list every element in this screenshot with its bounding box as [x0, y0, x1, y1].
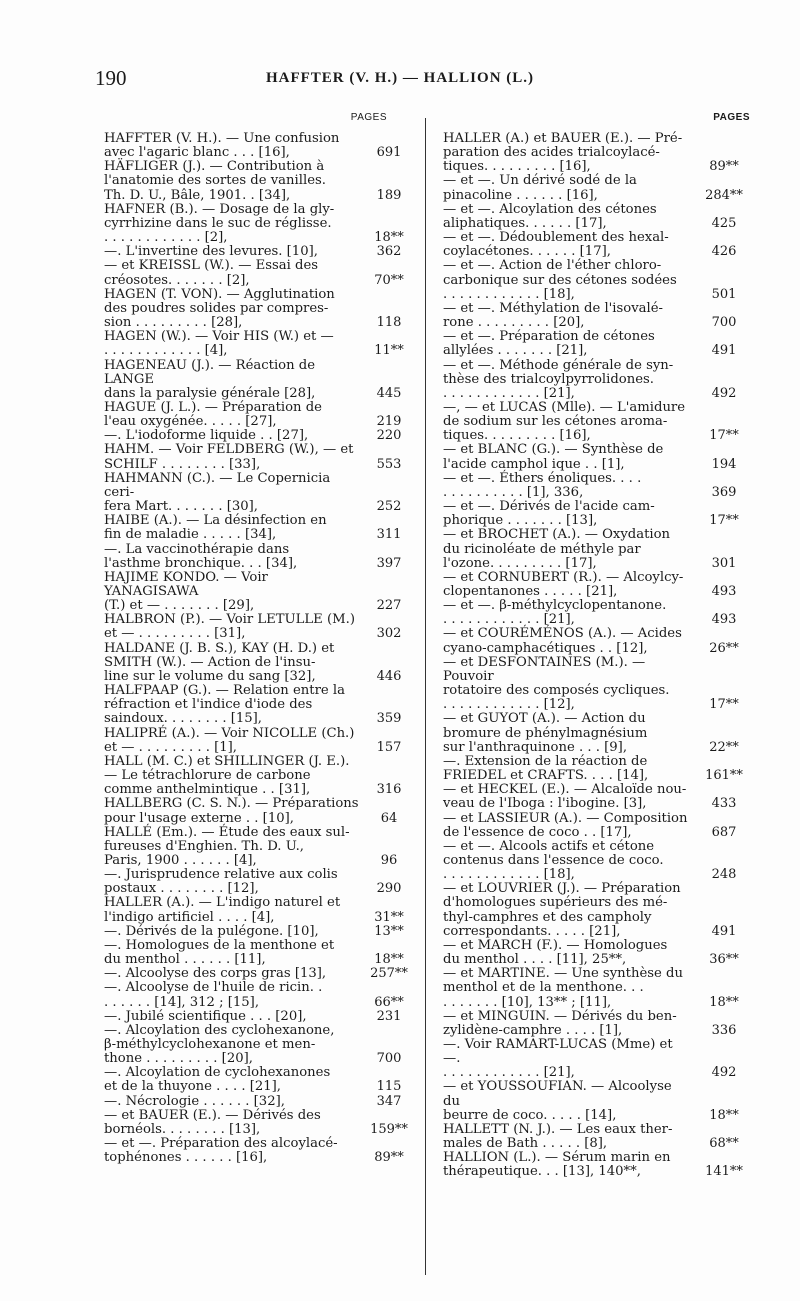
entry-page-ref: 492 [711, 385, 737, 401]
entry-text: — et GUYOT (A.). — Action du bromure de phénylmagnésium sur l'anthraquinone . . . [9], [443, 711, 648, 755]
entry-text: — et —. β-méthylcyclopentanone. . . . . . . . . . . . . [21], [443, 598, 667, 628]
index-entry [443, 1123, 750, 1151]
entry-page-ref: 189 [376, 187, 402, 203]
entry-page-ref: 219 [376, 414, 402, 430]
column-divider [425, 118, 426, 1275]
entry-page-ref: 17** [709, 697, 739, 713]
index-entry [104, 288, 409, 330]
entry-text: HAFFTER (V. H.). — Une confusion avec l'agaric blanc . . . [16], [104, 131, 340, 161]
entry-page-ref: 118 [376, 315, 402, 331]
entry-page-ref: 89** [709, 159, 739, 175]
entry-page-ref: 491 [711, 343, 737, 359]
index-entry [443, 755, 750, 783]
index-entry [104, 571, 409, 613]
index-entry [104, 755, 409, 797]
index-entry [104, 684, 409, 726]
entry-page-ref: 446 [376, 668, 402, 684]
entry-page-ref: 11** [374, 343, 404, 359]
entry-text: HAGENEAU (J.). — Réaction de LANGE dans la paralysie générale [28], [104, 357, 316, 401]
index-entry [443, 939, 750, 967]
entry-page-ref: 433 [711, 796, 737, 812]
index-entry [443, 528, 750, 570]
index-entry [104, 245, 409, 259]
entry-text: — et MINGUIN. — Dérivés du ben- zylidène-camphre . . . . [1], [443, 1008, 677, 1038]
entry-text: HALLÉ (Em.). — Étude des eaux sul- fureuses d'Enghien. Th. D. U., Paris, 1900 . . . . . . [4], [104, 824, 350, 868]
index-entry [104, 259, 409, 287]
entry-page-ref: 347 [376, 1093, 402, 1109]
entry-text: — et —. Méthode générale de syn- thèse des trialcoylpyrrolidones. . . . . . . . . . . . . [21], [443, 357, 674, 401]
entry-page-ref: 369 [711, 484, 737, 500]
entry-text: — et —. Alcools actifs et cétone contenus dans l'essence de coco. . . . . . . . . . . . . [18], [443, 838, 664, 883]
index-entry [104, 826, 409, 868]
index-entry [443, 500, 750, 528]
entry-text: HALLER (A.) et BAUER (E.). — Pré- paration des acides trialcoylacé- tiques. . . . . . . . . [16], [443, 131, 683, 175]
entry-text: —. Jubilé scientifique . . . [20], [104, 1008, 307, 1024]
entry-text: — et HECKEL (E.). — Alcaloïde nou- veau de l'Iboga : l'ibogine. [3], [443, 782, 687, 812]
entry-text: HÄFLIGER (J.). — Contribution à l'anatomie des sortes de vanilles. Th. D. U., Bâle, 1901. . [34], [104, 159, 326, 203]
entry-page-ref: 18** [374, 952, 404, 968]
entry-text: — et —. Dédoublement des hexal- coylacétones. . . . . . [17], [443, 230, 669, 260]
index-entry [104, 1109, 409, 1137]
entry-text: —. Jurisprudence relative aux colis postaux . . . . . . . . [12], [104, 867, 338, 897]
entry-text: — et BLANC (G.). — Synthèse de l'acide camphol ique . . [1], [443, 442, 664, 472]
index-entry [104, 359, 409, 401]
index-entry [104, 925, 409, 939]
entry-text: HALIPRÉ (A.). — Voir NICOLLE (Ch.) et — . . . . . . . . . [1], [104, 725, 355, 755]
entry-page-ref: 17** [709, 428, 739, 444]
entry-page-ref: 13** [374, 923, 404, 939]
entry-text: — et YOUSSOUFIAN. — Alcoolyse du beurre de coco. . . . . [14], [443, 1079, 672, 1123]
entry-page-ref: 68** [709, 1136, 739, 1152]
entry-text: — et LASSIEUR (A.). — Composition de l'essence de coco . . [17], [443, 810, 688, 840]
index-entry [104, 1066, 409, 1094]
entry-text: — et —. Un dérivé sodé de la pinacoline . . . . . . [16], [443, 173, 637, 203]
entry-text: —. Voir RAMART-LUCAS (Mme) et —. . . . . . . . . . . . . [21], [443, 1037, 673, 1081]
index-entry [104, 981, 409, 1009]
index-entry [104, 443, 409, 471]
entry-page-ref: 115 [376, 1079, 402, 1095]
entry-page-ref: 362 [376, 244, 402, 260]
entry-page-ref: 700 [711, 315, 737, 331]
index-entry [104, 797, 409, 825]
entry-text: HAGUE (J. L.). — Préparation de l'eau oxygénée. . . . . [27], [104, 399, 322, 430]
entry-text: — et COURÉMÉNOS (A.). — Acides cyano-camphacétiques . . [12], [443, 626, 682, 656]
entry-text: —. Alcoolyse des corps gras [13], [104, 966, 327, 982]
index-entry [443, 401, 750, 443]
entry-page-ref: 691 [376, 145, 402, 161]
running-title: HAFFTER (V. H.) — HALLION (L.) [265, 70, 535, 86]
entry-text: HAIBE (A.). — La désinfection en fin de maladie . . . . . [34], [104, 513, 327, 543]
entry-text: —. La vaccinothérapie dans l'asthme bronchique. . . [34], [104, 541, 298, 571]
index-entry [443, 443, 750, 471]
index-entry [443, 330, 750, 358]
entry-page-ref: 70** [374, 272, 404, 288]
entry-page-ref: 491 [711, 923, 737, 939]
index-entry [104, 203, 409, 245]
entry-text: — et KREISSL (W.). — Essai des créosotes. . . . . . . [2], [104, 258, 319, 288]
entry-page-ref: 231 [376, 1008, 402, 1024]
entry-page-ref: 316 [376, 782, 402, 798]
entry-text: —. Dérivés de la pulégone. [10], [104, 923, 319, 939]
index-entry [104, 1095, 409, 1109]
entry-page-ref: 157 [376, 739, 402, 755]
index-entry [443, 571, 750, 599]
index-entry [104, 1137, 409, 1165]
entry-text: HALLETT (N. J.). — Les eaux ther- males de Bath . . . . . [8], [443, 1121, 673, 1152]
index-entry [443, 231, 750, 259]
index-entry [443, 1038, 750, 1080]
entry-page-ref: 284** [705, 187, 743, 203]
entry-page-ref: 18** [709, 1107, 739, 1123]
index-entry [443, 840, 750, 882]
index-entry [104, 1010, 409, 1024]
index-entry [443, 132, 750, 174]
index-entry [104, 642, 409, 684]
entry-page-ref: 220 [376, 428, 402, 444]
index-entry [104, 330, 409, 358]
entry-text: — et —. Action de l'éther chloro- carbonique sur des cétones sodées . . . . . . . . . . . . [18], [443, 258, 677, 302]
entry-text: — et CORNUBERT (R.). — Alcoylcy- clopentanones . . . . . [21], [443, 569, 684, 599]
entry-page-ref: 397 [376, 555, 402, 571]
entry-text: HAGEN (W.). — Voir HIS (W.) et — . . . . . . . . . . . . [4], [104, 329, 334, 359]
index-entry [443, 627, 750, 655]
entry-text: HAJIME KONDO. — Voir YANAGISAWA (T.) et — . . . . . . . [29], [104, 569, 268, 614]
index-entry [443, 882, 750, 939]
index-entry [443, 1080, 750, 1122]
entry-page-ref: 64 [380, 810, 398, 826]
entry-text: —. Alcoylation de cyclohexanones et de la thuyone . . . . [21], [104, 1065, 331, 1095]
entry-page-ref: 687 [711, 824, 737, 840]
index-entry [104, 896, 409, 924]
entry-text: —. Alcoylation des cyclohexanone, β-méthylcyclohexanone et men- thone . . . . . . . . . [20], [104, 1022, 335, 1067]
entry-page-ref: 194 [711, 456, 737, 472]
entry-page-ref: 89** [374, 1150, 404, 1166]
entry-text: — et MARCH (F.). — Homologues du menthol . . . . [11], 25**, [443, 937, 668, 968]
entry-text: — et LOUVRIER (J.). — Préparation d'homologues supérieurs des mé- thyl-camphres et des campholy correspondants. . . . . [21], [443, 881, 681, 939]
index-entry [443, 783, 750, 811]
entry-text: —, — et LUCAS (Mlle). — L'amidure de sodium sur les cétones aroma- tiques. . . . . . . . . [16], [443, 399, 686, 444]
entry-text: —. L'invertine des levures. [10], [104, 244, 318, 260]
entry-page-ref: 553 [376, 456, 402, 472]
entry-page-ref: 18** [374, 230, 404, 246]
entry-text: HALLION (L.). — Sérum marin en thérapeutique. . . [13], 140**, [443, 1150, 671, 1180]
pages-label-left: PAGES [350, 112, 387, 123]
entry-text: — et BAUER (E.). — Dérivés des bornéols. . . . . . . . [13], [104, 1107, 321, 1137]
index-entry [443, 472, 750, 500]
entry-text: — et —. Éthers énoliques. . . . . . . . . . . . . . [1], 336, [443, 470, 642, 500]
entry-page-ref: 248 [711, 867, 737, 883]
index-entry [443, 812, 750, 840]
index-entry [104, 160, 409, 202]
entry-page-ref: 252 [376, 499, 402, 515]
entry-text: HALL (M. C.) et SHILLINGER (J. E.). — Le tétrachlorure de carbone comme anthelmintique . . [31], [104, 753, 350, 798]
entry-page-ref: 700 [376, 1051, 402, 1067]
entry-text: HALFPAAP (G.). — Relation entre la réfraction et l'indice d'iode des saindoux. . . . . . . . [15], [104, 683, 345, 727]
index-entry [104, 472, 409, 514]
right-entry-list [443, 132, 750, 1180]
entry-page-ref: 426 [711, 244, 737, 260]
entry-page-ref: 227 [376, 598, 402, 614]
entry-text: —. Homologues de la menthone et du menthol . . . . . . [11], [104, 937, 335, 968]
index-entry [443, 1151, 750, 1179]
index-entry [104, 939, 409, 967]
entry-text: HAHM. — Voir FELDBERG (W.), — et SCHILF . . . . . . . . [33], [104, 442, 354, 472]
entry-page-ref: 290 [376, 881, 402, 897]
entry-text: —. Nécrologie . . . . . . [32], [104, 1093, 285, 1109]
entry-page-ref: 22** [709, 739, 739, 755]
entry-page-ref: 17** [709, 513, 739, 529]
index-entry [104, 514, 409, 542]
entry-page-ref: 336 [711, 1022, 737, 1038]
entry-text: — et —. Préparation des alcoylacé- tophénones . . . . . . [16], [104, 1136, 338, 1166]
entry-page-ref: 359 [376, 711, 402, 727]
pages-label-right: PAGES [713, 112, 750, 123]
index-entry [443, 656, 750, 713]
entry-text: —. Extension de la réaction de FRIEDEL et CRAFTS. . . . [14], [443, 753, 649, 784]
entry-page-ref: 302 [376, 626, 402, 642]
index-entry [104, 132, 409, 160]
entry-page-ref: 18** [709, 994, 739, 1010]
entry-page-ref: 492 [711, 1065, 737, 1081]
index-entry [104, 401, 409, 429]
entry-page-ref: 425 [711, 215, 737, 231]
entry-page-ref: 141** [705, 1164, 743, 1180]
page-number: 190 [95, 66, 127, 90]
entry-page-ref: 493 [711, 584, 737, 599]
entry-text: HALDANE (J. B. S.), KAY (H. D.) et SMITH (W.). — Action de l'insu- line sur le volume du sang [32], [104, 640, 335, 684]
entry-text: — et —. Méthylation de l'isovalé- rone . . . . . . . . . [20], [443, 300, 664, 331]
entry-text: — et BROCHET (A.). — Oxydation du ricinoléate de méthyle par l'ozone. . . . . . . . . [17], [443, 527, 671, 571]
index-entry [104, 868, 409, 896]
entry-page-ref: 301 [711, 555, 737, 571]
entry-page-ref: 159** [370, 1121, 408, 1137]
entry-text: — et —. Dérivés de l'acide cam- phorique . . . . . . . [13], [443, 499, 655, 529]
entry-text: — et MARTINE. — Une synthèse du menthol et de la menthone. . . . . . . . . . [10], 13** ; [11], [443, 966, 683, 1010]
index-entry [443, 259, 750, 301]
index-entry [104, 543, 409, 571]
index-entry [443, 174, 750, 202]
index-entry [104, 613, 409, 641]
index-entry [104, 1024, 409, 1066]
left-entry-list [104, 132, 409, 1165]
entry-text: —. Alcoolyse de l'huile de ricin. . . . . . . . [14], 312 ; [15], [104, 980, 323, 1010]
index-entry [443, 967, 750, 1009]
entry-page-ref: 66** [374, 994, 404, 1010]
entry-page-ref: 26** [709, 640, 739, 656]
entry-page-ref: 501 [711, 286, 737, 302]
index-entry [443, 599, 750, 627]
entry-text: HALLBERG (C. S. N.). — Préparations pour l'usage externe . . [10], [104, 796, 359, 826]
page-header [0, 66, 800, 96]
entry-text: HALBRON (P.). — Voir LETULLE (M.) et — . . . . . . . . . [31], [104, 612, 355, 642]
entry-text: —. L'iodoforme liquide . . [27], [104, 428, 309, 444]
index-entry [443, 1010, 750, 1038]
entry-page-ref: 311 [376, 527, 402, 543]
index-entry [443, 203, 750, 231]
index-entry [443, 359, 750, 401]
entry-text: HAFNER (B.). — Dosage de la gly- cyrrhizine dans le suc de réglisse. . . . . . . . . . . . . [2], [104, 201, 335, 246]
entry-text: — et DESFONTAINES (M.). — Pouvoir rotatoire des composés cycliques. . . . . . . . . . . . . [12], [443, 654, 670, 713]
entry-page-ref: 161** [705, 768, 743, 784]
entry-text: HAHMANN (C.). — Le Copernicia ceri- fera Mart. . . . . . . [30], [104, 470, 331, 515]
index-entry [443, 302, 750, 330]
index-entry [104, 429, 409, 443]
entry-text: — et —. Alcoylation des cétones aliphatiques. . . . . . [17], [443, 201, 657, 231]
entry-text: HAGEN (T. VON). — Agglutination des poudres solides par compres- sion . . . . . . . . . [28], [104, 286, 335, 331]
entry-text: HALLER (A.). — L'indigo naturel et l'indigo artificiel . . . . [4], [104, 895, 341, 925]
entry-page-ref: 445 [376, 385, 402, 401]
entry-page-ref: 257** [370, 966, 408, 982]
index-entry [104, 967, 409, 981]
entry-page-ref: 31** [374, 909, 404, 925]
entry-text: — et —. Préparation de cétones allylées . . . . . . . [21], [443, 329, 655, 359]
entry-page-ref: 36** [709, 952, 739, 968]
entry-page-ref: 96 [380, 852, 398, 868]
index-entry [443, 712, 750, 754]
index-entry [104, 727, 409, 755]
entry-page-ref: 493 [711, 612, 737, 628]
